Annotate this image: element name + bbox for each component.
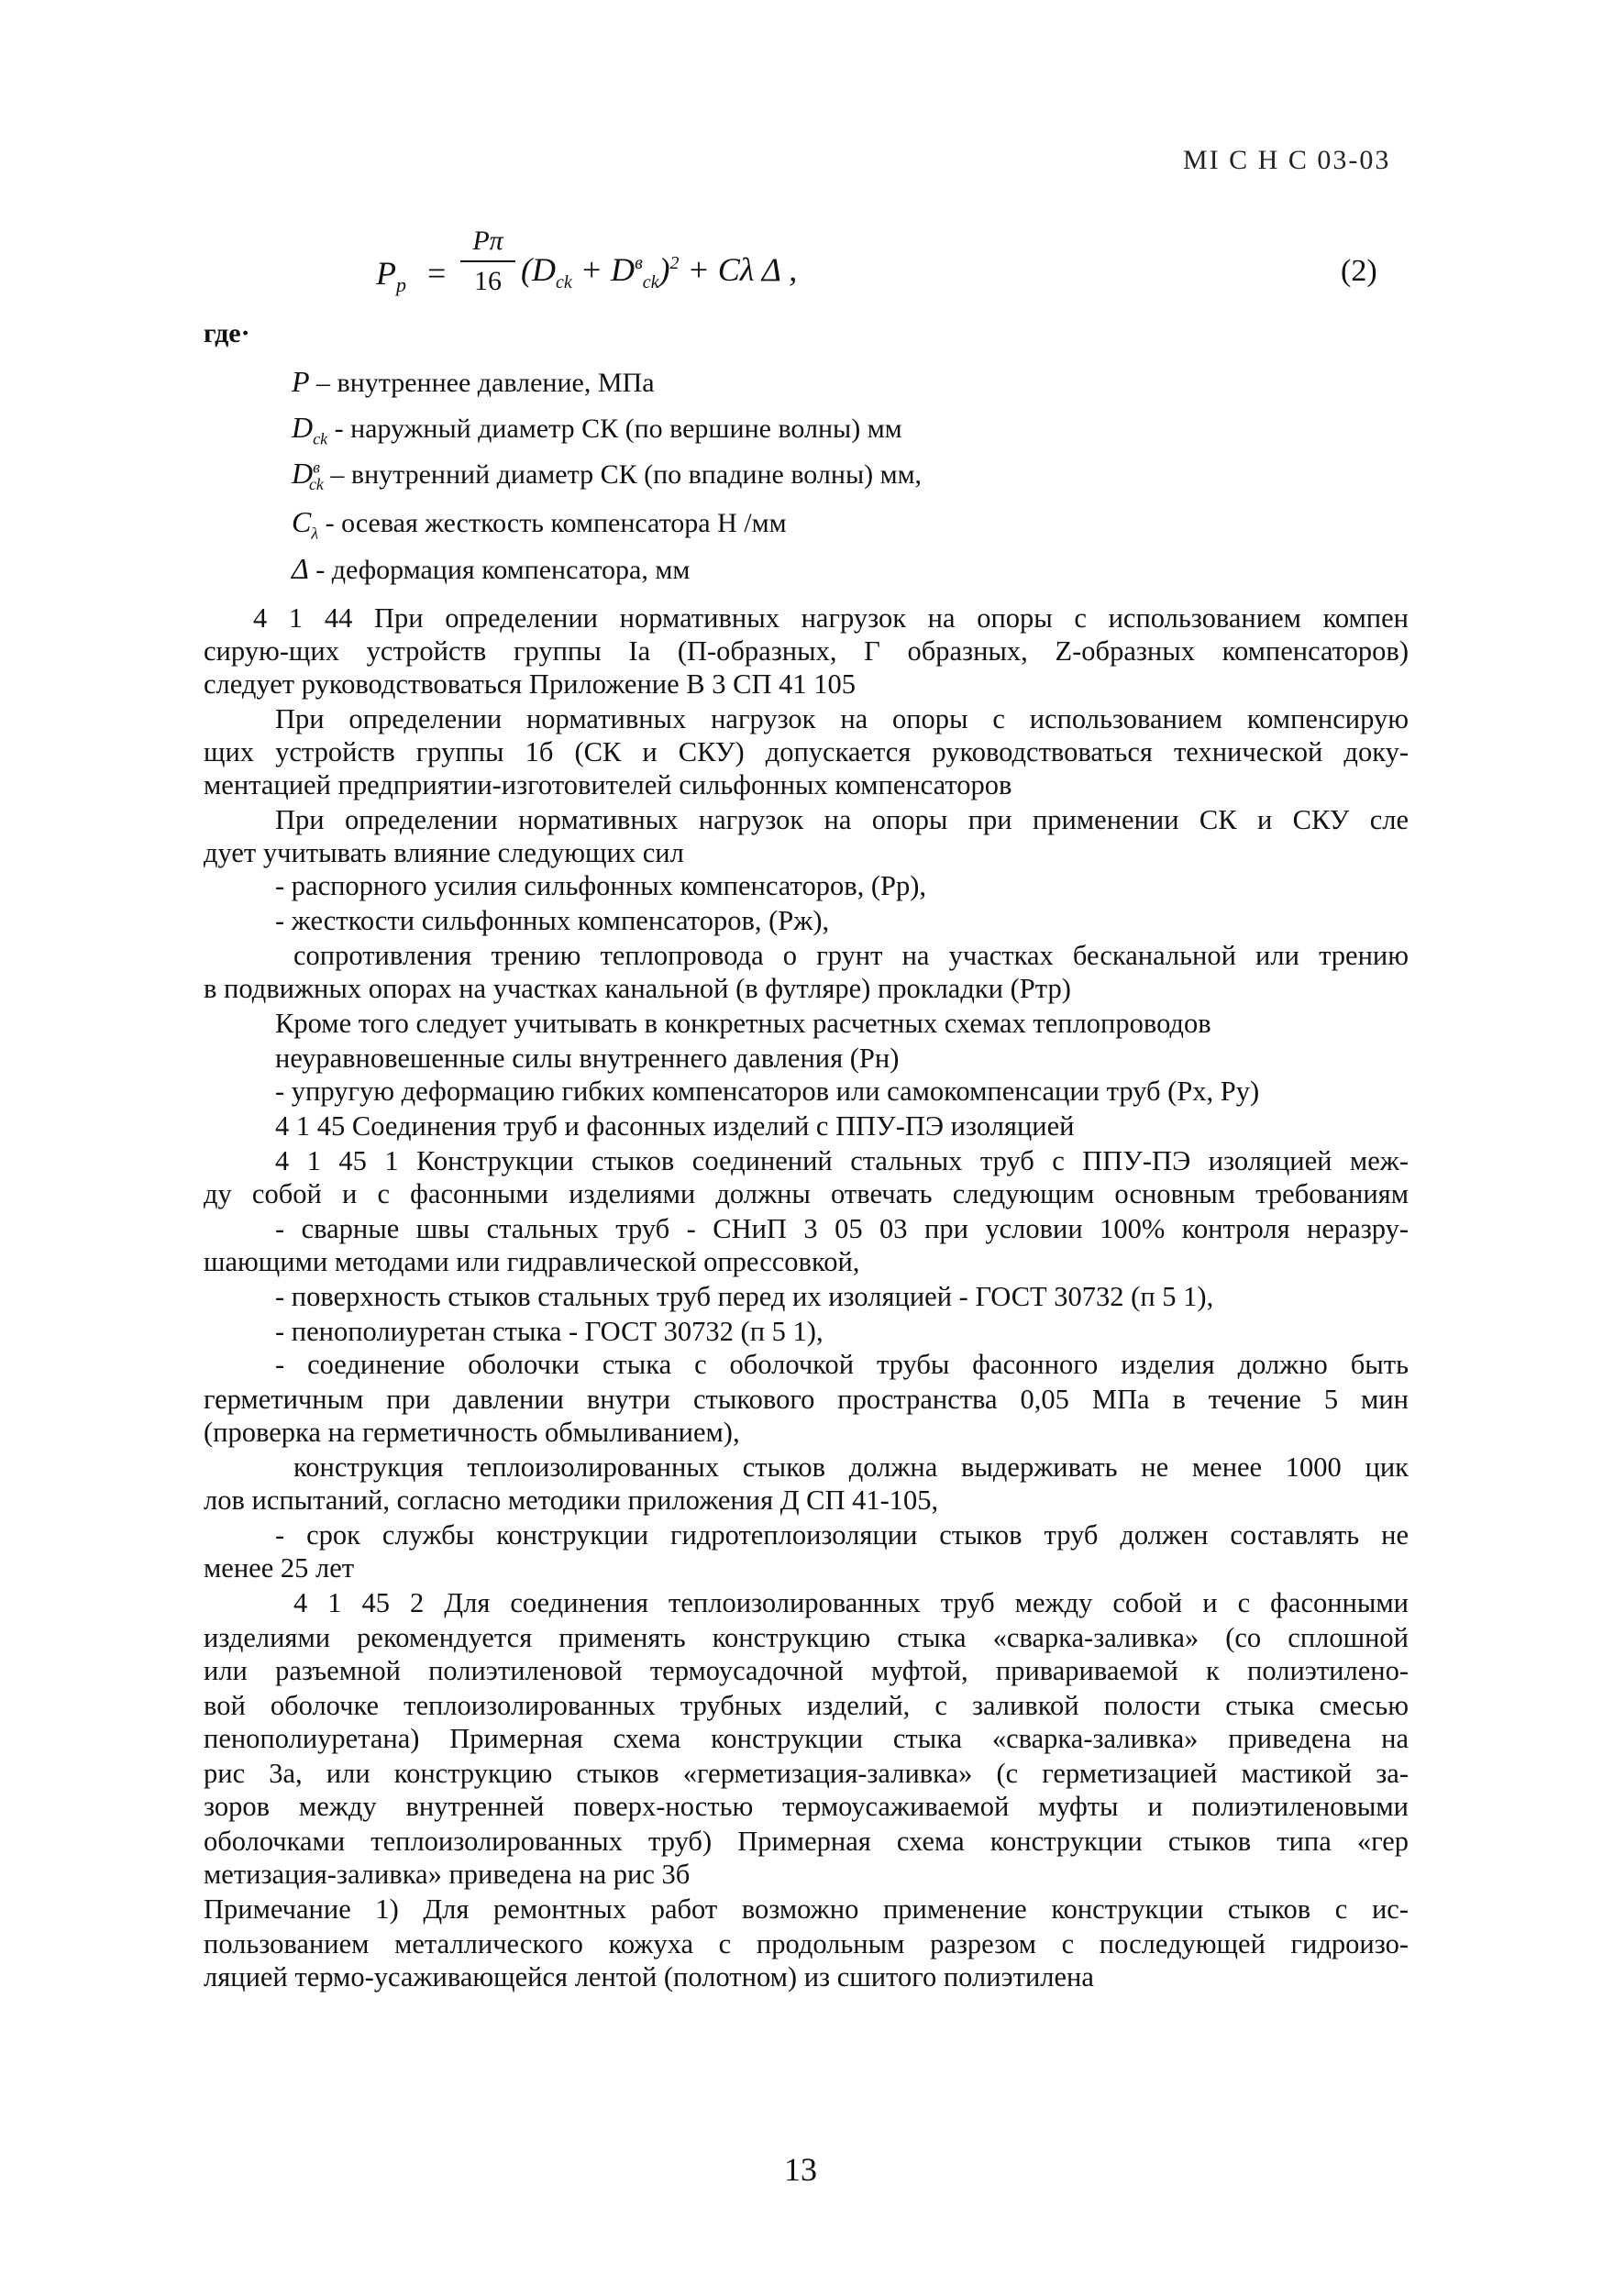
text-line: менее 25 лет <box>204 1552 355 1584</box>
text-line: сопротивления трению теплопровода о грунт на участках бесканальной или трению <box>293 940 1409 971</box>
variable-definition: P – внутреннее давление, МПа <box>292 365 655 398</box>
formula-number: (2) <box>1341 254 1377 288</box>
text-line: - соединение оболочки стыка с оболочкой трубы фасонного изделия должно быть <box>275 1349 1409 1380</box>
text-line: метизация-заливка» приведена на рис 3б <box>204 1859 691 1890</box>
formula-fraction <box>460 225 515 298</box>
text-line: сирую-щих устройств группы Iа (П-образных, Г образных, Z-образных компенсаторов) <box>204 635 1409 667</box>
text-line: (проверка на герметичность обмыливанием), <box>204 1417 740 1448</box>
formula-denominator: 16 <box>474 266 502 296</box>
text-line: - срок службы конструкции гидротеплоизоляции стыков труб должен составлять не <box>275 1519 1409 1551</box>
text-line: - жесткости сильфонных компенсаторов, (Pж), <box>275 905 830 936</box>
document-code: МI С Н С 03-03 <box>1183 145 1391 175</box>
fraction-bar <box>460 260 515 262</box>
text-line: в подвижных опорах на участках канальной (в футляре) прокладки (Pтр) <box>204 973 1071 1004</box>
variable-definition: $D_{ck}$ - наружный диаметр СК (по вершине волны) мм <box>292 411 902 448</box>
where-label: где· <box>204 318 250 348</box>
formula-rhs: $(D_{ck} + D^в_{ck})^2 + C\lambda$ Δ , <box>521 251 798 293</box>
text-line: ментацией предприятии-изготовителей сильфонных компенсаторов <box>204 769 1012 800</box>
page-number: 13 <box>784 2151 817 2188</box>
text-line: При определении нормативных нагрузок на опоры при применении СК и СКУ сле <box>275 804 1409 835</box>
text-line: изделиями рекомендуется применять конструкцию стыка «сварка-заливка» (со сплошной <box>204 1622 1409 1653</box>
text-line: шающими методами или гидравлической опрессовкой, <box>204 1246 860 1277</box>
text-line: 4 1 45 2 Для соединения теплоизолированных труб между собой и с фасонными <box>293 1587 1409 1618</box>
formula-lhs: $P_p$ <box>376 255 406 297</box>
text-line: ляцией термо-усаживающейся лентой (полотном) из сшитого полиэтилена <box>204 1961 1094 1992</box>
text-line: - упругую деформацию гибких компенсаторов или самокомпенсации труб (Pх, Pу) <box>275 1076 1260 1107</box>
text-line: пенополиуретана) Примерная схема конструкции стыка «сварка-заливка» приведена на <box>204 1723 1409 1754</box>
text-line: - сварные швы стальных труб - СНиП 3 05 03 при условии 100% контроля неразру- <box>275 1213 1409 1244</box>
text-line: оболочками теплоизолированных труб) Примерная схема конструкции стыков типа «гер <box>204 1826 1409 1857</box>
text-line: пользованием металлического кожуха с продольным разрезом с последующей гидроизо- <box>204 1928 1409 1959</box>
formula-2 <box>376 225 890 326</box>
variable-definition: $D^в_{ck}$ – внутренний диаметр СК (по впадине волны) мм, <box>292 457 923 494</box>
text-line: 4 1 45 1 Конструкции стыков соединений стальных труб с ППУ-ПЭ изоляцией меж- <box>275 1145 1409 1176</box>
text-line: - поверхность стыков стальных труб перед их изоляцией - ГОСТ 30732 (п 5 1), <box>275 1281 1214 1312</box>
variable-definition: Δ - деформация компенсатора, мм <box>292 552 691 585</box>
formula-numerator: Pπ <box>472 226 503 256</box>
text-line: 4 1 45 Соединения труб и фасонных изделий с ППУ-ПЭ изоляцией <box>275 1110 1075 1142</box>
text-line: Примечание 1) Для ремонтных работ возможно применение конструкции стыков с ис- <box>204 1893 1409 1925</box>
text-line: - распорного усилия сильфонных компенсаторов, (Pр), <box>275 870 927 901</box>
text-line: щих устройств группы 1б (СК и СКУ) допускается руководствоваться технической доку- <box>204 736 1409 767</box>
text-line: неуравновешенные силы внутреннего давления (Pн) <box>275 1043 900 1074</box>
text-line: или разъемной полиэтиленовой термоусадочной муфтой, привариваемой к полиэтилено- <box>204 1655 1409 1686</box>
text-line: зоров между внутренней поверх-ностью термоусаживаемой муфты и полиэтиленовыми <box>204 1791 1409 1822</box>
text-line: лов испытаний, согласно методики приложения Д СП 41-105, <box>204 1485 939 1516</box>
text-line: Кроме того следует учитывать в конкретных расчетных схемах теплопроводов <box>275 1008 1211 1039</box>
text-line: рис 3а, или конструкцию стыков «герметизация-заливка» (с герметизацией мастикой за- <box>204 1758 1409 1789</box>
formula-equals: = <box>427 255 447 292</box>
text-line: ду собой и с фасонными изделиями должны отвечать следующим основным требованиям <box>204 1178 1409 1209</box>
variable-definition: $C_\lambda$ - осевая жесткость компенсатора Н /мм <box>292 505 787 543</box>
text-line: следует руководствоваться Приложение В 3 СП 41 105 <box>204 668 856 700</box>
text-line: При определении нормативных нагрузок на опоры с использованием компенсирую <box>275 703 1409 734</box>
text-line: вой оболочке теплоизолированных трубных изделий, с заливкой полости стыка смесью <box>204 1690 1409 1721</box>
text-line: дует учитывать влияние следующих сил <box>204 837 684 868</box>
text-line: 4 1 44 При определении нормативных нагрузок на опоры с использованием компен <box>253 602 1409 634</box>
text-line: конструкция теплоизолированных стыков должна выдерживать не менее 1000 цик <box>293 1452 1409 1483</box>
text-line: - пенополиуретан стыка - ГОСТ 30732 (п 5 1), <box>275 1316 824 1347</box>
text-line: герметичным при давлении внутри стыкового пространства 0,05 МПа в течение 5 мин <box>204 1384 1409 1415</box>
